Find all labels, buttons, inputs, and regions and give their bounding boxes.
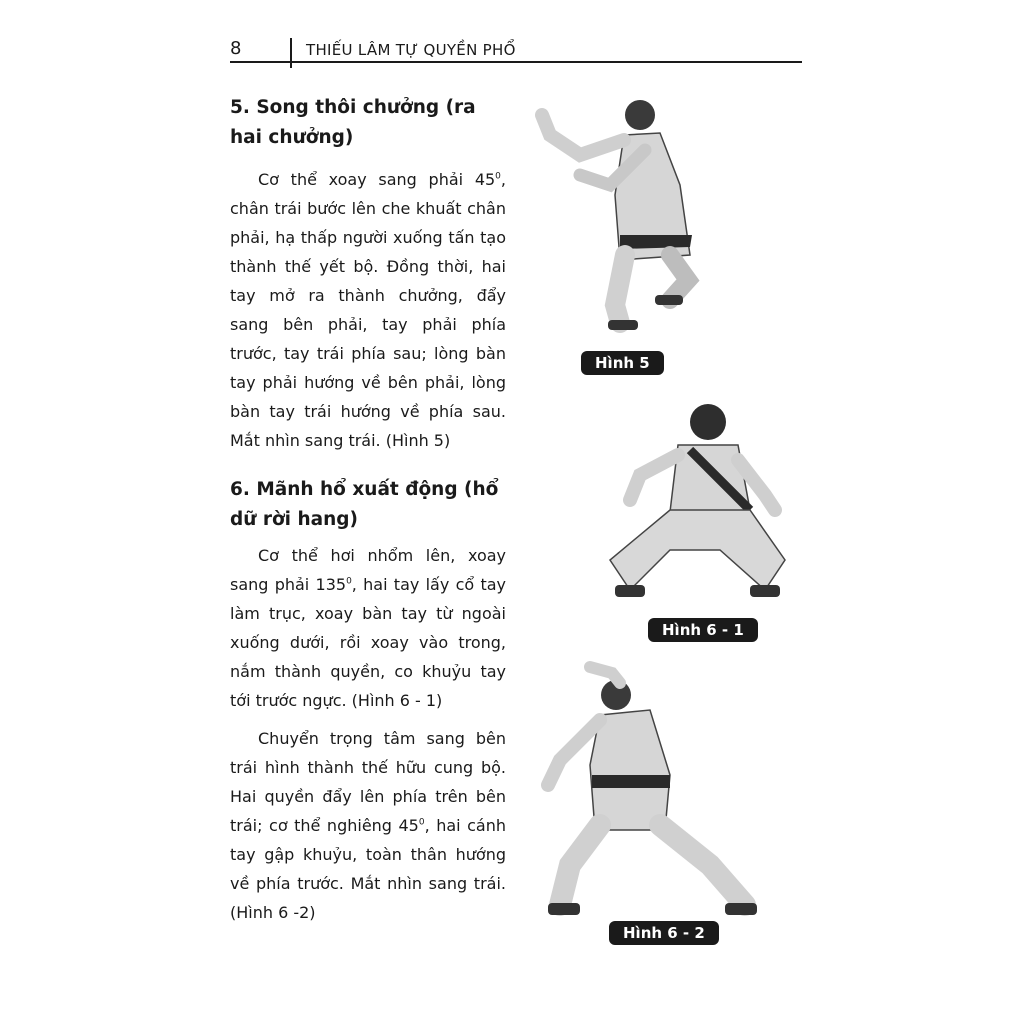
figure-5 <box>520 95 720 345</box>
section5-paragraph <box>230 165 506 455</box>
section6-heading: 6. Mãnh hổ xuất động (hổ dữ rời hang) <box>230 479 499 530</box>
page-number: 8 <box>230 38 242 59</box>
degree-mark: 0 <box>346 576 352 587</box>
section6-p1-text-b: , hai tay lấy cổ tay làm trục, xoay bàn tay từ ngoài xuống dưới, rồi xoay vào trong, nắm thành quyền, co khuỷu tay tới trước ngực. (Hình 6 - 1) <box>230 575 506 710</box>
section6-p2-text-a: Chuyển trọng tâm sang bên trái hình thành thế hữu cung bộ. Hai quyền đẩy lên phía trên bên trái; cơ thể nghiêng 45 <box>230 729 506 835</box>
header-divider <box>290 38 292 68</box>
header-rule <box>230 61 802 63</box>
figure-6-2-caption: Hình 6 - 2 <box>609 921 719 945</box>
figure-6-1-illustration <box>600 400 795 615</box>
figure-6-2 <box>520 655 765 920</box>
figure-6-1 <box>600 400 795 615</box>
figure-5-caption: Hình 5 <box>581 351 664 375</box>
section5-heading: 5. Song thôi chưởng (ra hai chưởng) <box>230 97 476 148</box>
section6-p2-text-b: , hai cánh tay gập khuỷu, toàn thân hướng về phía trước. Mắt nhìn sang trái. (Hình 6 -2) <box>230 816 506 922</box>
section6-paragraph-2 <box>230 724 506 927</box>
book-title: THIẾU LÂM TỰ QUYỀN PHỔ <box>306 41 516 59</box>
figure-6-1-caption: Hình 6 - 1 <box>648 618 758 642</box>
figure-6-2-illustration <box>520 655 765 920</box>
degree-mark: 0 <box>418 817 425 828</box>
section6-p1-text-a: Cơ thể hơi nhổm lên, xoay sang phải 135 <box>230 546 506 594</box>
section5-text-a: Cơ thể xoay sang phải 45 <box>258 170 496 189</box>
section6-paragraph-1 <box>230 541 506 715</box>
degree-mark: 0 <box>495 171 501 182</box>
figure-5-illustration <box>520 95 720 345</box>
section5-text-b: , chân trái bước lên che khuất chân phải, hạ thấp người xuống tấn tạo thành thế yết bộ. Đồng thời, hai tay mở ra thành chưởng, đẩy sang bên phải, tay phải phía trước, tay trái phía sau; lòng bàn tay phải hướng về bên phải, lòng bàn tay trái hướng về phía sau. Mắt nhìn sang trái. (Hình 5) <box>230 170 506 450</box>
